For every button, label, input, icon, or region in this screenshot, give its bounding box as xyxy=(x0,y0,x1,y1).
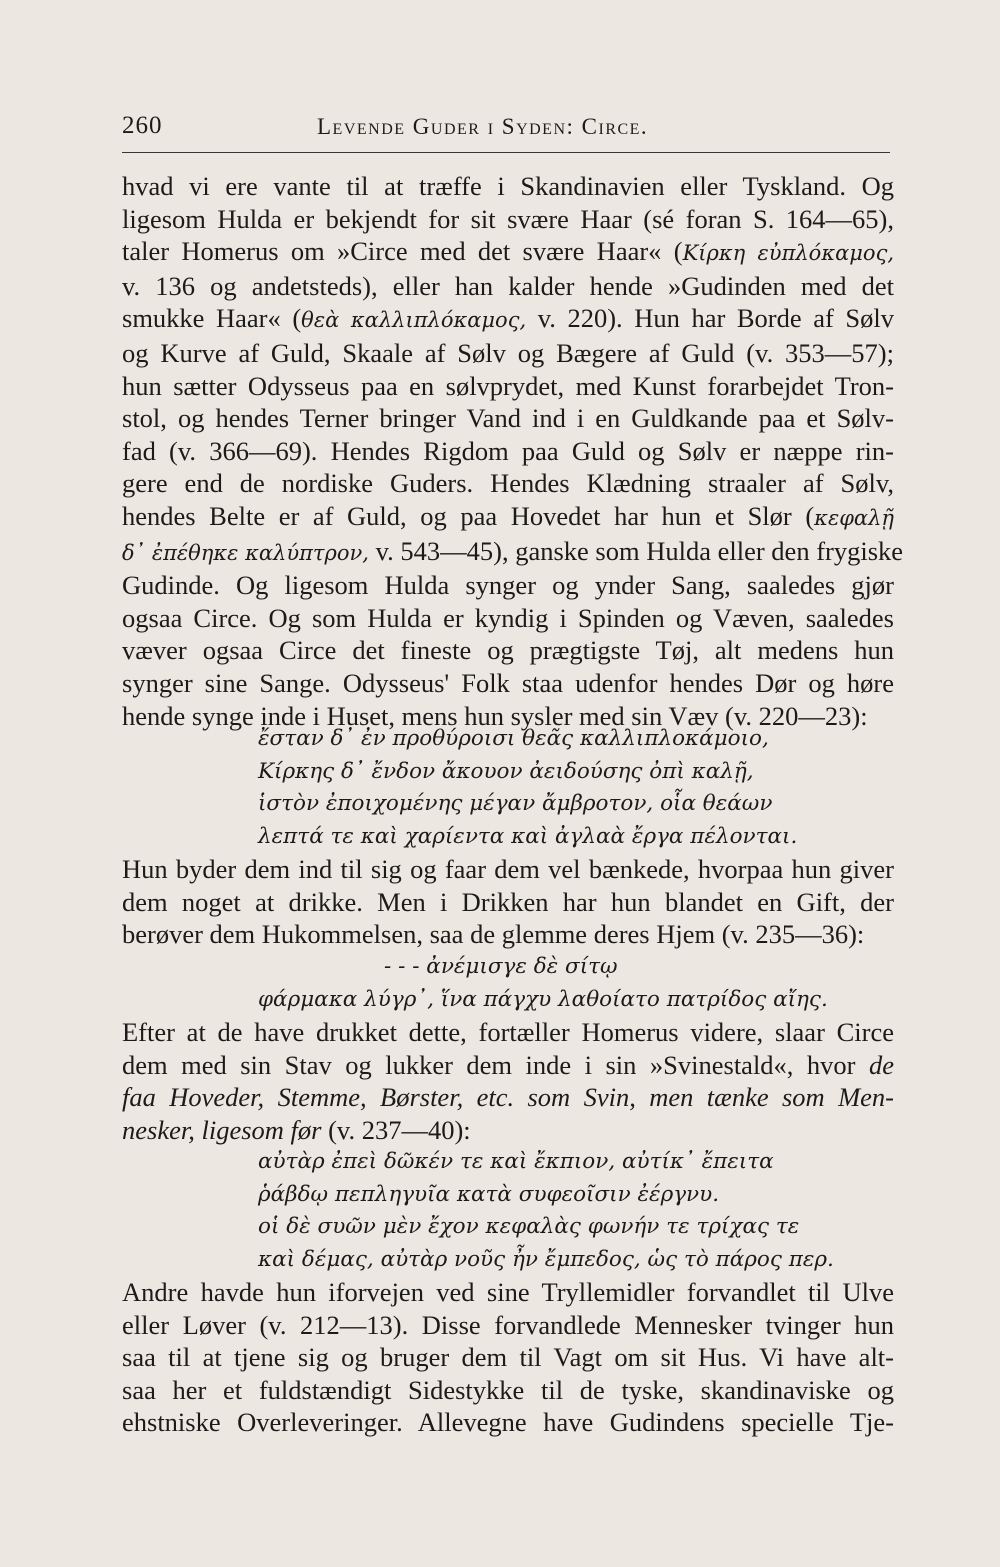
verse-line: - - - ἀνέμισγε δὲ σίτῳ xyxy=(384,954,618,979)
italic-text: nesker, ligesom før xyxy=(122,1114,322,1145)
text-line: Hun byder dem ind til sig og faar dem vel bænkede, hvorpaa hun giver xyxy=(122,854,894,884)
text-run: fad (v. 366—69). Hendes Rigdom paa Guld og Sølv er næppe rin- xyxy=(122,435,894,466)
verse-line: ἱστὸν ἐποιχομένης μέγαν ἄμβροτον, οἷα θεάων xyxy=(258,791,773,817)
text-run: v. 543—45), ganske som Hulda eller den frygiske xyxy=(368,535,904,566)
greek-verse-3 xyxy=(258,1146,834,1276)
text-line xyxy=(122,435,894,468)
paragraph-3 xyxy=(122,1016,894,1146)
text-line: dem noget at drikke. Men i Drikken har hun blandet en Gift, der xyxy=(122,886,894,917)
text-run: gere end de nordiske Guders. Hendes Klædning straaler af Sølv, xyxy=(122,468,894,499)
verse-line: Κίρκης δ᾽ ἔνδον ἄκουον ἀειδούσης ὀπὶ καλῇ, xyxy=(258,758,754,784)
text-run: ligesom Hulda er bekjendt for sit svære Haar (sé foran S. 164—65), xyxy=(122,203,894,234)
text-line xyxy=(122,235,894,270)
verse-line: οἱ δὲ συῶν μὲν ἔχον κεφαλὰς φωνήν τε τρίχας τε xyxy=(258,1214,800,1240)
text-run: smukke Haar« ( xyxy=(122,303,302,334)
greek-verse-1 xyxy=(258,723,797,853)
verse-line: φάρμακα λύγρ᾽, ἵνα πάγχυ λαθοίατο πατρίδος αἴης. xyxy=(258,986,828,1012)
text-line xyxy=(122,634,894,667)
text-line xyxy=(122,1016,894,1049)
running-head: Levende Guder i Syden: Circe. xyxy=(317,114,649,139)
text-line xyxy=(122,569,894,602)
text-run: hende synge inde i Huset, mens hun sysler med sin Væv (v. 220—23): xyxy=(122,700,868,731)
text-run: (v. 237—40): xyxy=(321,1114,471,1145)
text-run: Gudinde. Og ligesom Hulda synger og ynder Sang, saaledes gjør xyxy=(122,570,894,601)
greek-quote: θεὰ καλλιπλόκαμος, xyxy=(301,308,527,333)
text-run: og Kurve af Guld, Skaale af Sølv og Bægere af Guld (v. 353—57); xyxy=(122,337,894,368)
greek-quote: Κίρκη εὐπλόκαμος, xyxy=(682,241,895,266)
text-run: stol, og hendes Terner bringer Vand ind i en Guldkande paa et Sølv- xyxy=(122,403,894,434)
text-line: eller Løver (v. 212—13). Disse forvandlede Mennesker tvinger hun xyxy=(122,1309,894,1340)
text-run: v. 136 og andetsteds), eller han kalder hende »Gudinden med det xyxy=(122,270,894,301)
greek-verse-2 xyxy=(258,951,828,1016)
text-run: dem med sin Stav og lukker dem inde i sin »Svinestald«, hvor xyxy=(122,1049,869,1080)
text-line xyxy=(122,302,894,337)
text-line xyxy=(122,402,894,435)
text-line xyxy=(122,1114,894,1147)
text-line xyxy=(122,337,894,370)
greek-quote: κεφαλῇ xyxy=(814,505,894,530)
text-line xyxy=(122,203,894,236)
paragraph-2 xyxy=(122,853,894,951)
greek-quote: δ᾽ ἐπέθηκε καλύπτρον, xyxy=(122,540,369,565)
paragraph-4 xyxy=(122,1276,894,1439)
text-line xyxy=(122,1049,894,1082)
text-line xyxy=(122,1081,894,1114)
text-run: taler Homerus om »Circe med det svære Haar« ( xyxy=(122,236,683,267)
text-line: ehstniske Overleveringer. Allevegne have Gudindens specielle Tje- xyxy=(122,1407,894,1438)
text-line xyxy=(122,370,894,403)
text-line xyxy=(122,500,894,535)
text-line xyxy=(122,535,904,570)
text-line: saa til at tjene sig og bruger dem til Vagt om sit Hus. Vi have alt- xyxy=(122,1342,894,1373)
verse-line: αὐτὰρ ἐπεὶ δῶκέν τε καὶ ἔκπιον, αὐτίκ᾽ ἔπειτα xyxy=(258,1149,774,1174)
text-run: synger sine Sange. Odysseus' Folk staa udenfor hendes Dør og høre xyxy=(122,667,894,698)
paragraph-1 xyxy=(122,170,904,732)
text-line xyxy=(122,270,894,303)
italic-text: de xyxy=(868,1049,894,1080)
text-line: saa her et fuldstændigt Sidestykke til de tyske, skandinaviske og xyxy=(122,1374,894,1405)
text-run: ogsaa Circe. Og som Hulda er kyndig i Spinden og Væven, saaledes xyxy=(122,602,894,633)
text-line xyxy=(122,170,894,203)
text-run: væver ogsaa Circe det fineste og prægtigste Tøj, alt medens hun xyxy=(122,635,894,666)
page-number: 260 xyxy=(122,112,163,139)
text-line: Andre havde hun iforvejen ved sine Tryllemidler forvandlet til Ulve xyxy=(122,1277,894,1307)
text-run: hvad vi ere vante til at træffe i Skandinavien eller Tyskland. Og xyxy=(122,171,894,201)
text-line: berøver dem Hukommelsen, saa de glemme deres Hjem (v. 235—36): xyxy=(122,919,865,950)
verse-line: ῥάβδῳ πεπληγυῖα κατὰ συφεοῖσιν ἐέργνυ. xyxy=(258,1181,720,1207)
italic-text: faa Hoveder, Stemme, Børster, etc. som Svin, men tænke som Men- xyxy=(122,1082,894,1113)
verse-line: καὶ δέμας, αὐτὰρ νοῦς ἦν ἔμπεδος, ὡς τὸ πάρος περ. xyxy=(258,1246,834,1272)
text-run: v. 220). Hun har Borde af Sølv xyxy=(526,303,894,334)
page-header xyxy=(122,112,890,153)
text-line xyxy=(122,667,894,700)
verse-line: ἔσταν δ᾽ ἐν προθύροισι θεᾶς καλλιπλοκάμοιο, xyxy=(258,726,769,751)
text-line xyxy=(122,467,894,500)
verse-line: λεπτά τε καὶ χαρίεντα καὶ ἀγλαὰ ἔργα πέλονται. xyxy=(258,823,798,849)
text-run: Efter at de have drukket dette, fortæller Homerus videre, slaar Circe xyxy=(122,1017,894,1047)
text-run: hun sætter Odysseus paa en sølvprydet, med Kunst forarbejdet Tron- xyxy=(122,370,894,401)
text-line xyxy=(122,602,894,635)
text-run: hendes Belte er af Guld, og paa Hovedet har hun et Slør ( xyxy=(122,500,815,531)
